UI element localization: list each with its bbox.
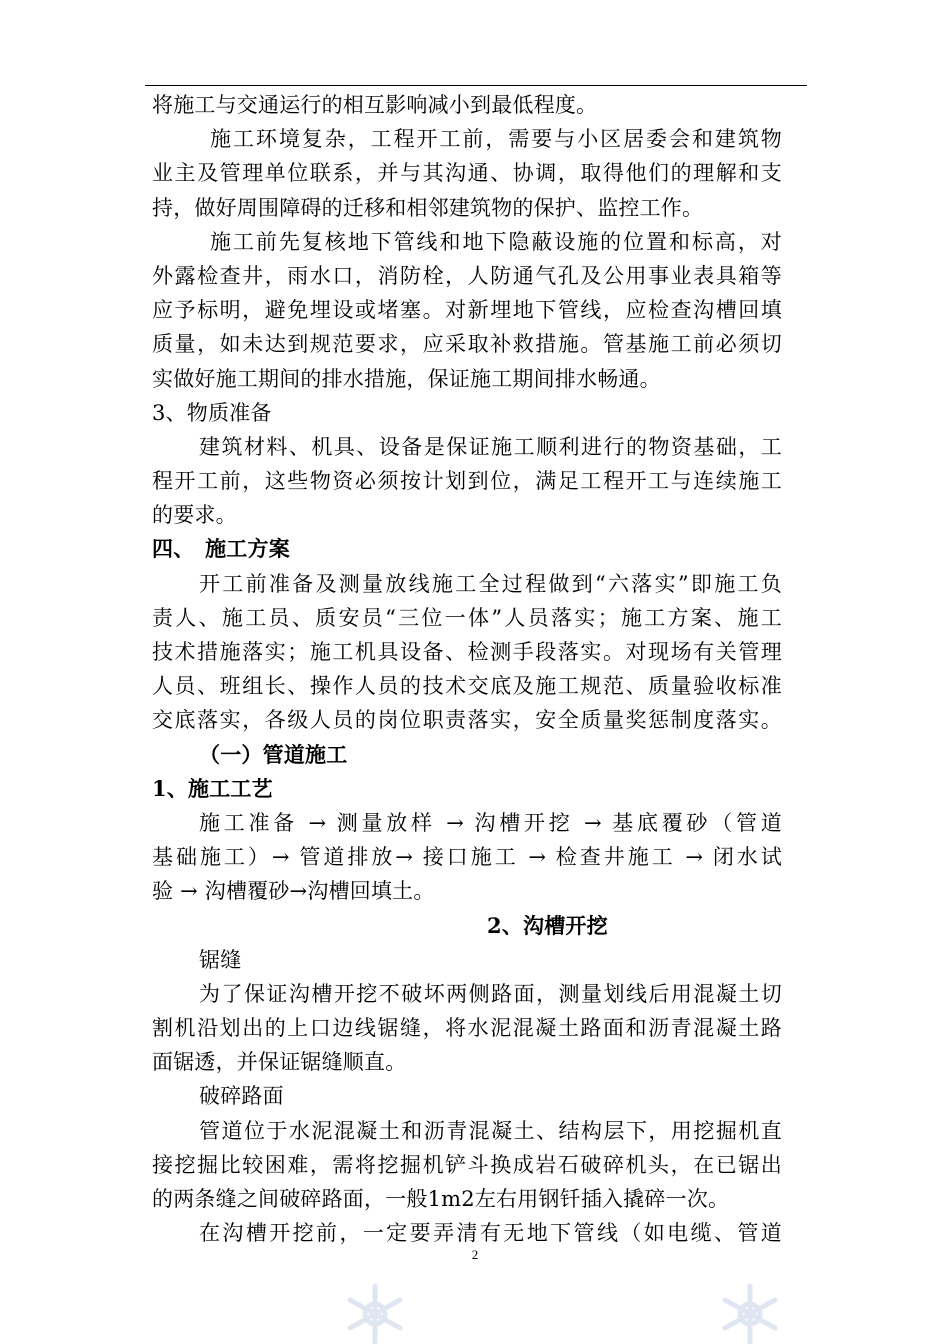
text-line: 为了保证沟槽开挖不破坏两侧路面，测量划线后用混凝土切 — [199, 981, 782, 1006]
snowflake-watermark-icon — [715, 1282, 785, 1344]
text-line: 外露检查井，雨水口，消防栓，人防通气孔及公用事业表具箱等 — [152, 263, 782, 288]
text-line: 四、 施工方案 — [152, 536, 290, 562]
text-line: 责人、施工员、质安员“三位一体”人员落实；施工方案、施工 — [152, 605, 782, 630]
page-number: 2 — [471, 1247, 479, 1262]
text-line: 建筑材料、机具、设备是保证施工顺利进行的物资基础，工 — [199, 434, 782, 459]
text-line: 应予标明，避免埋设或堵塞。对新埋地下管线，应检查沟槽回填 — [152, 298, 782, 323]
text-line: 将施工与交通运行的相互影响减小到最低程度。 — [152, 93, 598, 117]
text-line: 质量，如未达到规范要求，应采取补救措施。管基施工前必须切 — [152, 332, 782, 357]
text-line: 验 → 沟槽覆砂→沟槽回填土。 — [152, 879, 435, 904]
snowflake-watermark-icon — [340, 1282, 410, 1344]
text-line: 接挖掘比较困难，需将挖掘机铲斗换成岩石破碎机头，在已锯出 — [152, 1152, 782, 1177]
text-line: 施工环境复杂，工程开工前，需要与小区居委会和建筑物 — [210, 127, 782, 152]
text-line: （一）管道施工 — [199, 741, 348, 767]
text-line: 管道位于水泥混凝土和沥青混凝土、结构层下，用挖掘机直 — [199, 1118, 782, 1143]
text-line: 施工前先复核地下管线和地下隐蔽设施的位置和标高，对 — [210, 229, 782, 254]
text-line: 持，做好周围障碍的迁移和相邻建筑物的保护、监控工作。 — [152, 195, 704, 220]
text-line: 破碎路面 — [199, 1084, 284, 1109]
header-rule — [145, 85, 807, 86]
text-line: 实做好施工期间的排水措施，保证施工期间排水畅通。 — [152, 366, 661, 391]
text-line: 基础施工）→ 管道排放→ 接口施工 → 检查井施工 → 闭水试 — [152, 845, 782, 870]
text-line: 开工前准备及测量放线施工全过程做到“六落实”即施工负 — [199, 571, 782, 596]
text-line: 人员、班组长、操作人员的技术交底及施工规范、质量验收标准 — [152, 674, 782, 699]
text-line: 2、沟槽开挖 — [487, 912, 608, 938]
document-body — [152, 88, 782, 1250]
text-line: 割机沿划出的上口边线锯缝，将水泥混凝土路面和沥青混凝土路 — [152, 1016, 782, 1041]
text-line: 技术措施落实；施工机具设备、检测手段落实。对现场有关管理 — [152, 640, 782, 664]
text-line: 的要求。 — [152, 503, 237, 528]
text-line: 交底落实，各级人员的岗位职责落实，安全质量奖惩制度落实。 — [152, 708, 782, 733]
text-line: 施工准备 → 测量放样 → 沟槽开挖 → 基底覆砂（管道 — [199, 810, 782, 835]
text-line: 的两条缝之间破碎路面，一般1m2左右用钢钎插入撬碎一次。 — [152, 1187, 730, 1211]
text-line: 在沟槽开挖前，一定要弄清有无地下管线（如电缆、管道 — [199, 1221, 782, 1246]
text-line: 业主及管理单位联系，并与其沟通、协调，取得他们的理解和支 — [152, 161, 782, 186]
text-line: 锯缝 — [199, 947, 242, 972]
text-line: 1、施工工艺 — [152, 775, 273, 801]
text-line: 程开工前，这些物资必须按计划到位，满足工程开工与连续施工 — [152, 469, 782, 494]
text-line: 3、物质准备 — [152, 400, 272, 425]
text-line: 面锯透，并保证锯缝顺直。 — [152, 1050, 407, 1075]
